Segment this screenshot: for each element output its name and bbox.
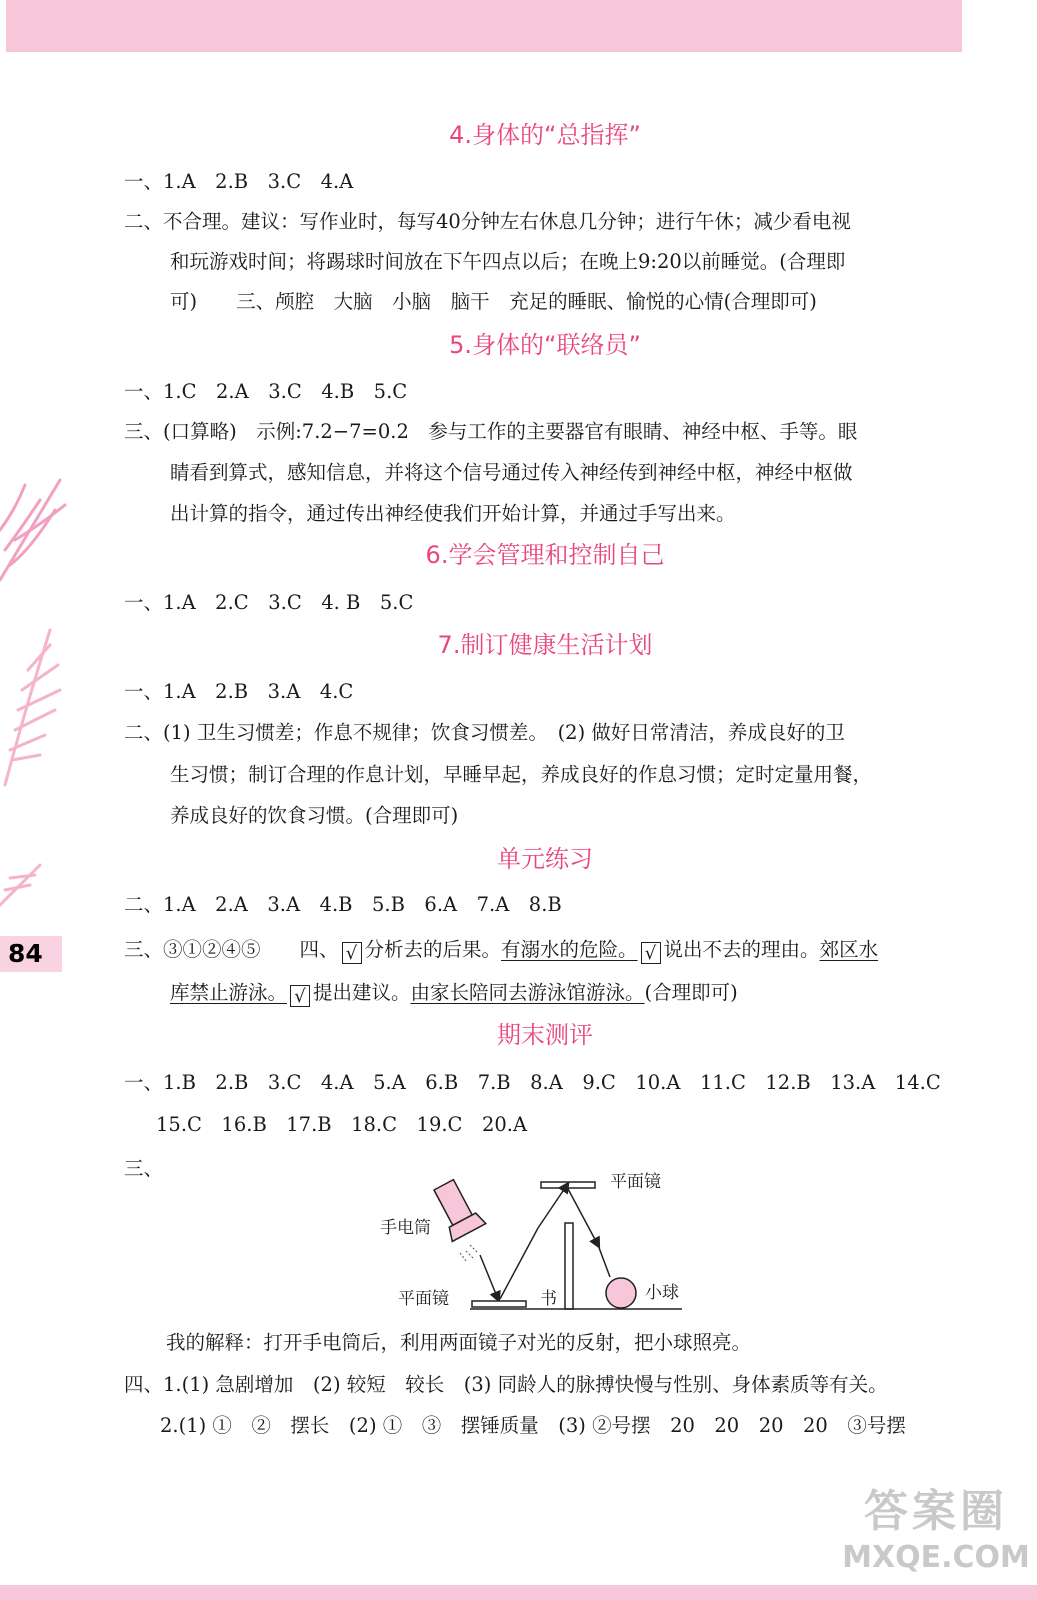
section-title-4: 4.身体的“总指挥” [449,121,641,149]
answer-line: 一、1.A 2.B 3.A 4.C [124,680,354,703]
top-banner [6,0,962,52]
bottom-mirror [472,1301,526,1307]
watermark: 答案圈 MXQE.COM [842,1486,1030,1575]
label-book: 书 [540,1289,557,1309]
decorative-leaves-middle [0,620,70,790]
answer-line: 一、1.A 2.B 3.C 4.A [124,170,354,193]
answer-line: 三、(口算略) 示例:7.2−7=0.2 参与工作的主要器官有眼睛、神经中枢、手等。眼 [124,420,858,443]
answer-line: 出计算的指令，通过传出神经使我们开始计算，并通过手写出来。 [170,502,736,525]
decorative-leaves-lower [0,860,50,910]
label-ball: 小球 [645,1283,679,1303]
ball [606,1278,636,1308]
flashlight-icon [427,1176,486,1242]
section-title-7: 7.制订健康生活计划 [437,631,653,659]
answer-line: 四、1.(1) 急剧增加 (2) 较短 较长 (3) 同龄人的脉搏快慢与性别、身体素质等有关。 [124,1373,888,1396]
answer-line: 一、1.B 2.B 3.C 4.A 5.A 6.B 7.B 8.A 9.C 10.A 11.C 12.B 13.A 14.C [124,1071,941,1094]
answer-line: 养成良好的饮食习惯。(合理即可) [170,804,459,827]
check-box: √ [342,942,362,964]
answer-line: 二、1.A 2.A 3.A 4.B 5.B 6.A 7.A 8.B [124,893,562,916]
answer-line: 库禁止游泳。 √ 提出建议。由家长陪同去游泳馆游泳。(合理即可) [170,981,738,1007]
label-mirror-top: 平面镜 [610,1172,661,1192]
light-reflection-diagram [370,1165,690,1315]
answer-line: 可) 三、颅腔 大脑 小脑 脑干 充足的睡眠、愉悦的心情(合理即可) [170,290,817,313]
section-title-5: 5.身体的“联络员” [449,331,641,359]
answer-line: 一、1.C 2.A 3.C 4.B 5.C [124,380,408,403]
answer-line: 三、 [124,1157,164,1180]
label-mirror-bottom: 平面镜 [398,1289,449,1309]
decorative-leaves-upper [0,470,70,590]
answer-line: 一、1.A 2.C 3.C 4. B 5.C [124,591,414,614]
section-title-final: 期末测评 [497,1021,593,1049]
bottom-banner [0,1585,1037,1600]
answer-line: 和玩游戏时间；将踢球时间放在下午四点以后；在晚上9:20以前睡觉。(合理即 [170,250,846,273]
check-box: √ [641,942,661,964]
answer-line: 二、(1) 卫生习惯差；作息不规律；饮食习惯差。 (2) 做好日常清洁，养成良好的卫 [124,721,845,744]
answer-line: 生习惯；制订合理的作息计划，早睡早起，养成良好的作息习惯；定时定量用餐， [170,763,873,786]
book [565,1223,573,1309]
section-title-6: 6.学会管理和控制自己 [425,541,665,569]
check-box: √ [290,985,310,1007]
section-title-unit: 单元练习 [497,845,593,873]
top-mirror [541,1182,595,1188]
answer-line: 我的解释：打开手电筒后，利用两面镜子对光的反射，把小球照亮。 [166,1331,752,1354]
answer-line: 三、③①②④⑤ 四、 √ 分析去的后果。有溺水的危险。 √ 说出不去的理由。郊区水 [124,938,879,964]
answer-line: 15.C 16.B 17.B 18.C 19.C 20.A [156,1113,528,1136]
page-number: 84 [0,936,62,972]
answer-line: 2.(1) ① ② 摆长 (2) ① ③ 摆锤质量 (3) ②号摆 20 20 20 20 ③号摆 [160,1414,906,1437]
label-flashlight: 手电筒 [380,1218,431,1238]
answer-line: 睛看到算式，感知信息，并将这个信号通过传入神经传到神经中枢，神经中枢做 [170,461,853,484]
answer-line: 二、不合理。建议：写作业时，每写40分钟左右休息几分钟；进行午休；减少看电视 [124,210,851,233]
